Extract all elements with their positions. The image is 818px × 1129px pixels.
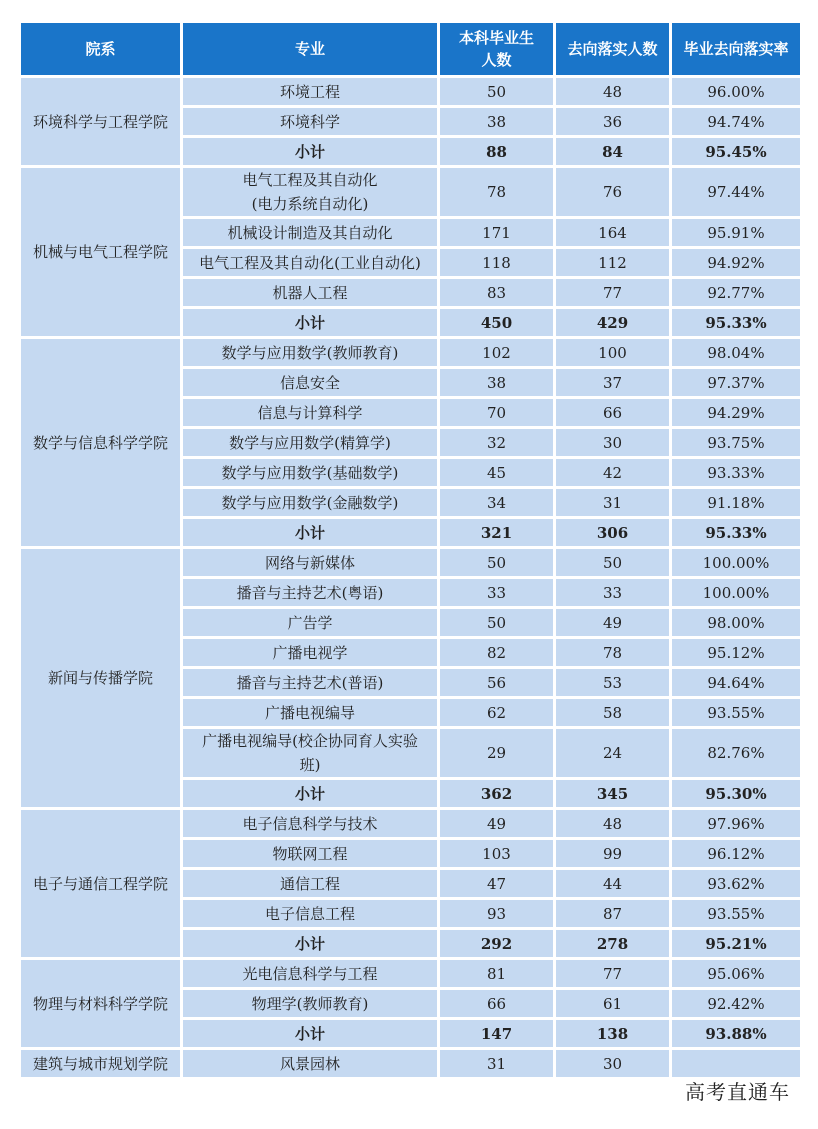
major-cell: 通信工程 xyxy=(183,870,437,897)
graduates-cell: 38 xyxy=(440,369,553,396)
graduates-cell: 50 xyxy=(440,549,553,576)
major-cell: 信息安全 xyxy=(183,369,437,396)
subtotal-placed: 429 xyxy=(556,309,669,336)
placed-cell: 53 xyxy=(556,669,669,696)
graduates-cell: 32 xyxy=(440,429,553,456)
subtotal-graduates: 292 xyxy=(440,930,553,957)
graduates-cell: 34 xyxy=(440,489,553,516)
subtotal-rate: 95.21% xyxy=(672,930,800,957)
placed-cell: 61 xyxy=(556,990,669,1017)
rate-cell: 93.55% xyxy=(672,699,800,726)
placed-cell: 36 xyxy=(556,108,669,135)
placed-cell: 24 xyxy=(556,729,669,777)
major-cell: 机械设计制造及其自动化 xyxy=(183,219,437,246)
header-placed: 去向落实人数 xyxy=(556,23,669,75)
major-cell: 数学与应用数学(精算学) xyxy=(183,429,437,456)
college-cell: 环境科学与工程学院 xyxy=(21,78,180,165)
placed-cell: 164 xyxy=(556,219,669,246)
rate-cell: 95.91% xyxy=(672,219,800,246)
major-cell: 物理学(教师教育) xyxy=(183,990,437,1017)
graduates-cell: 33 xyxy=(440,579,553,606)
placed-cell: 112 xyxy=(556,249,669,276)
major-cell: 网络与新媒体 xyxy=(183,549,437,576)
rate-cell: 94.64% xyxy=(672,669,800,696)
header-rate: 毕业去向落实率 xyxy=(672,23,800,75)
subtotal-placed: 306 xyxy=(556,519,669,546)
college-cell: 数学与信息科学学院 xyxy=(21,339,180,546)
major-cell: 光电信息科学与工程 xyxy=(183,960,437,987)
placed-cell: 31 xyxy=(556,489,669,516)
table-row xyxy=(21,810,800,837)
subtotal-graduates: 88 xyxy=(440,138,553,165)
placed-cell: 77 xyxy=(556,279,669,306)
rate-cell: 93.75% xyxy=(672,429,800,456)
major-cell: 广播电视编导 xyxy=(183,699,437,726)
rate-cell: 100.00% xyxy=(672,549,800,576)
subtotal-label: 小计 xyxy=(183,309,437,336)
rate-cell: 97.96% xyxy=(672,810,800,837)
subtotal-placed: 138 xyxy=(556,1020,669,1047)
major-cell: 数学与应用数学(基础数学) xyxy=(183,459,437,486)
graduates-cell: 50 xyxy=(440,78,553,105)
subtotal-graduates: 362 xyxy=(440,780,553,807)
subtotal-rate: 93.88% xyxy=(672,1020,800,1047)
graduates-cell: 78 xyxy=(440,168,553,216)
table-row xyxy=(21,960,800,987)
placed-cell: 37 xyxy=(556,369,669,396)
major-cell: 数学与应用数学(教师教育) xyxy=(183,339,437,366)
major-cell: 风景园林 xyxy=(183,1050,437,1077)
rate-cell: 97.44% xyxy=(672,168,800,216)
rate-cell xyxy=(672,1050,800,1077)
table-row xyxy=(21,339,800,366)
graduates-cell: 83 xyxy=(440,279,553,306)
rate-cell: 98.00% xyxy=(672,609,800,636)
table-header-row xyxy=(21,23,800,75)
major-cell: 环境工程 xyxy=(183,78,437,105)
header-graduates xyxy=(440,23,553,75)
placed-cell: 49 xyxy=(556,609,669,636)
rate-cell: 95.12% xyxy=(672,639,800,666)
subtotal-graduates: 147 xyxy=(440,1020,553,1047)
rate-cell: 93.55% xyxy=(672,900,800,927)
placed-cell: 100 xyxy=(556,339,669,366)
graduates-cell: 38 xyxy=(440,108,553,135)
major-cell: 广播电视学 xyxy=(183,639,437,666)
subtotal-placed: 84 xyxy=(556,138,669,165)
subtotal-rate: 95.33% xyxy=(672,519,800,546)
placed-cell: 50 xyxy=(556,549,669,576)
major-cell: 广告学 xyxy=(183,609,437,636)
subtotal-rate: 95.33% xyxy=(672,309,800,336)
graduates-cell: 82 xyxy=(440,639,553,666)
major-cell: 电气工程及其自动化(工业自动化) xyxy=(183,249,437,276)
table-row xyxy=(21,549,800,576)
subtotal-rate: 95.30% xyxy=(672,780,800,807)
graduates-cell: 81 xyxy=(440,960,553,987)
college-cell: 电子与通信工程学院 xyxy=(21,810,180,957)
placed-cell: 78 xyxy=(556,639,669,666)
rate-cell: 93.33% xyxy=(672,459,800,486)
rate-cell: 94.92% xyxy=(672,249,800,276)
placed-cell: 42 xyxy=(556,459,669,486)
watermark: 高考直通车 xyxy=(685,1080,790,1104)
placed-cell: 58 xyxy=(556,699,669,726)
rate-cell: 100.00% xyxy=(672,579,800,606)
graduates-cell: 102 xyxy=(440,339,553,366)
major-cell: 物联网工程 xyxy=(183,840,437,867)
graduates-cell: 31 xyxy=(440,1050,553,1077)
rate-cell: 91.18% xyxy=(672,489,800,516)
subtotal-label: 小计 xyxy=(183,138,437,165)
subtotal-label: 小计 xyxy=(183,930,437,957)
table-row xyxy=(21,78,800,105)
table-row xyxy=(21,1050,800,1077)
placed-cell: 48 xyxy=(556,78,669,105)
subtotal-graduates: 321 xyxy=(440,519,553,546)
graduates-cell: 62 xyxy=(440,699,553,726)
rate-cell: 96.00% xyxy=(672,78,800,105)
subtotal-placed: 345 xyxy=(556,780,669,807)
major-cell: 电气工程及其自动化 (电力系统自动化) xyxy=(183,168,437,216)
rate-cell: 92.77% xyxy=(672,279,800,306)
graduates-cell: 93 xyxy=(440,900,553,927)
graduates-cell: 56 xyxy=(440,669,553,696)
major-cell: 播音与主持艺术(粤语) xyxy=(183,579,437,606)
placed-cell: 66 xyxy=(556,399,669,426)
college-cell: 机械与电气工程学院 xyxy=(21,168,180,336)
college-cell: 新闻与传播学院 xyxy=(21,549,180,807)
rate-cell: 94.29% xyxy=(672,399,800,426)
major-cell: 数学与应用数学(金融数学) xyxy=(183,489,437,516)
rate-cell: 82.76% xyxy=(672,729,800,777)
major-cell: 机器人工程 xyxy=(183,279,437,306)
rate-cell: 95.06% xyxy=(672,960,800,987)
major-cell: 电子信息科学与技术 xyxy=(183,810,437,837)
rate-cell: 93.62% xyxy=(672,870,800,897)
header-graduates-line2: 人数 xyxy=(481,51,512,69)
graduates-cell: 70 xyxy=(440,399,553,426)
major-cell: 广播电视编导(校企协同育人实验 班) xyxy=(183,729,437,777)
placed-cell: 77 xyxy=(556,960,669,987)
major-cell: 环境科学 xyxy=(183,108,437,135)
major-cell: 信息与计算科学 xyxy=(183,399,437,426)
table-row xyxy=(21,168,800,216)
placed-cell: 30 xyxy=(556,429,669,456)
graduates-cell: 171 xyxy=(440,219,553,246)
graduates-cell: 45 xyxy=(440,459,553,486)
placed-cell: 30 xyxy=(556,1050,669,1077)
subtotal-label: 小计 xyxy=(183,519,437,546)
major-cell: 播音与主持艺术(普语) xyxy=(183,669,437,696)
graduates-cell: 29 xyxy=(440,729,553,777)
rate-cell: 96.12% xyxy=(672,840,800,867)
placed-cell: 76 xyxy=(556,168,669,216)
placed-cell: 48 xyxy=(556,810,669,837)
college-cell: 建筑与城市规划学院 xyxy=(21,1050,180,1077)
subtotal-placed: 278 xyxy=(556,930,669,957)
placed-cell: 99 xyxy=(556,840,669,867)
graduates-cell: 49 xyxy=(440,810,553,837)
placed-cell: 44 xyxy=(556,870,669,897)
major-cell: 电子信息工程 xyxy=(183,900,437,927)
college-cell: 物理与材料科学学院 xyxy=(21,960,180,1047)
table-body xyxy=(21,78,800,1077)
rate-cell: 94.74% xyxy=(672,108,800,135)
placed-cell: 33 xyxy=(556,579,669,606)
graduates-cell: 50 xyxy=(440,609,553,636)
rate-cell: 98.04% xyxy=(672,339,800,366)
subtotal-label: 小计 xyxy=(183,1020,437,1047)
subtotal-label: 小计 xyxy=(183,780,437,807)
graduates-cell: 47 xyxy=(440,870,553,897)
placed-cell: 87 xyxy=(556,900,669,927)
header-major: 专业 xyxy=(183,23,437,75)
graduates-cell: 66 xyxy=(440,990,553,1017)
graduates-cell: 103 xyxy=(440,840,553,867)
employment-table xyxy=(18,20,803,1080)
header-college: 院系 xyxy=(21,23,180,75)
graduates-cell: 118 xyxy=(440,249,553,276)
rate-cell: 92.42% xyxy=(672,990,800,1017)
header-graduates-line1: 本科毕业生 xyxy=(458,29,534,47)
subtotal-graduates: 450 xyxy=(440,309,553,336)
subtotal-rate: 95.45% xyxy=(672,138,800,165)
rate-cell: 97.37% xyxy=(672,369,800,396)
